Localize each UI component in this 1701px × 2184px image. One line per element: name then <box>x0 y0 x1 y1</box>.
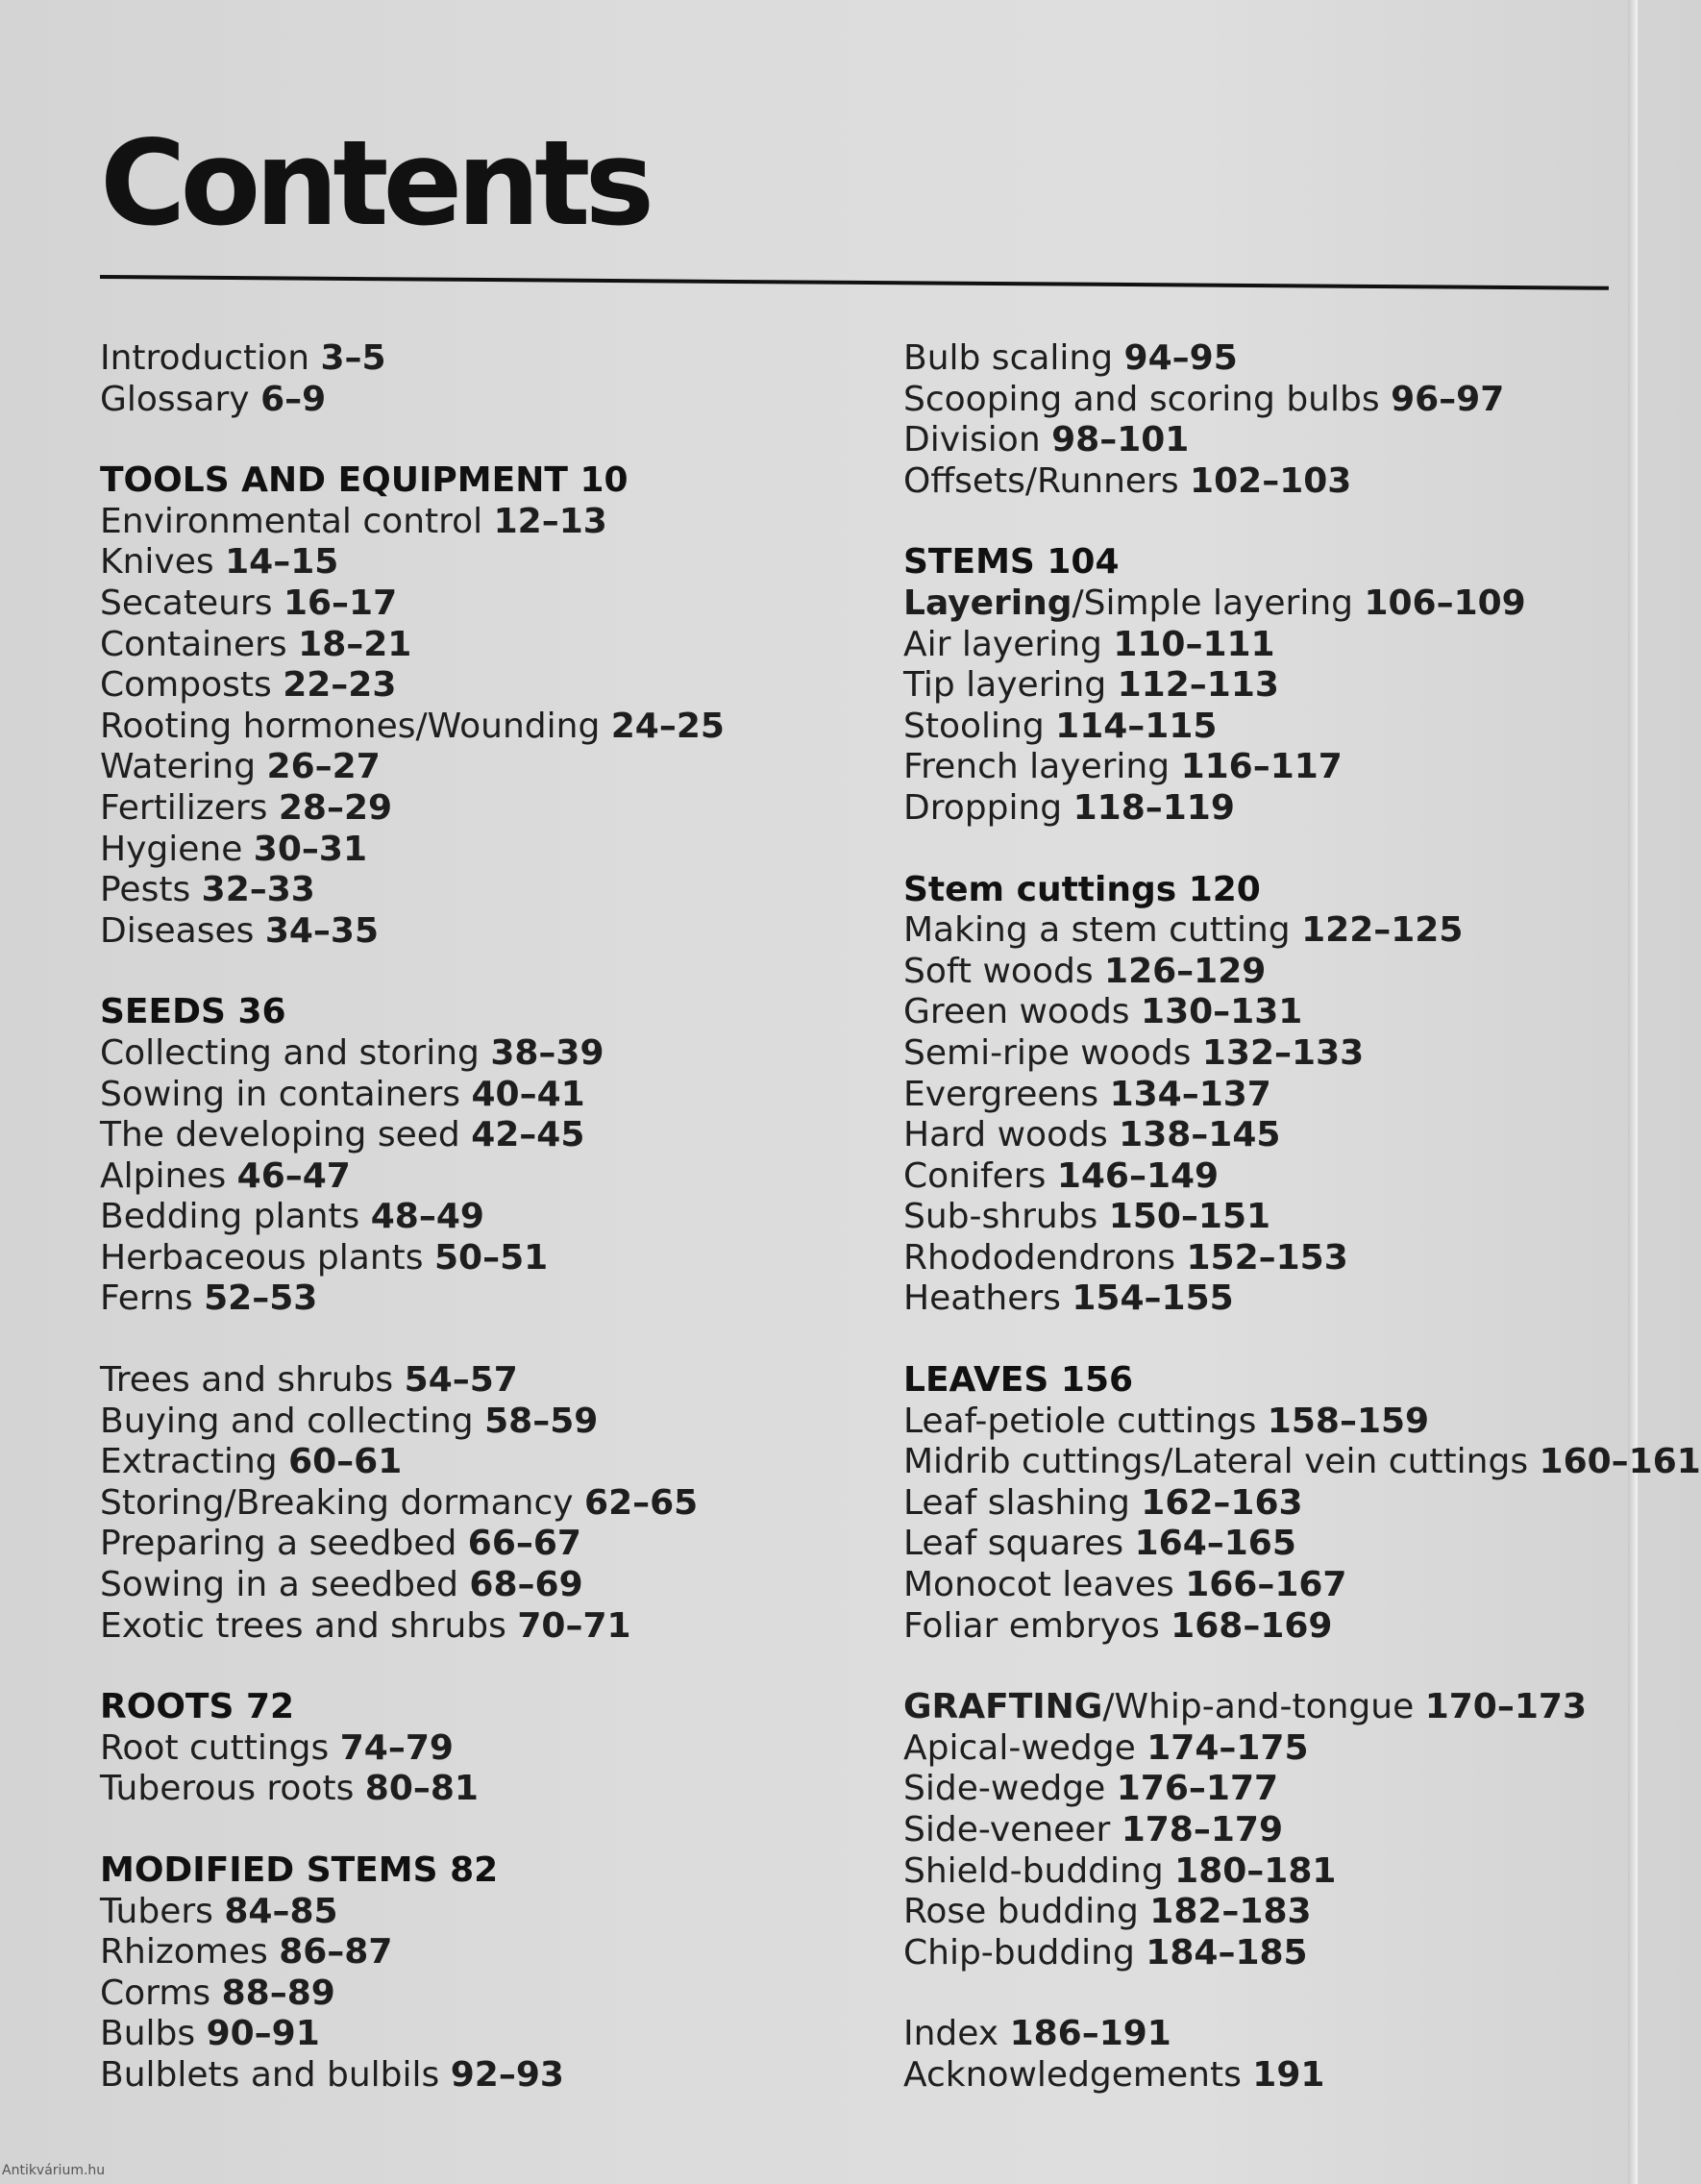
entry-label: Evergreens <box>903 1074 1099 1114</box>
entry-page-numbers: 98–101 <box>1051 420 1190 460</box>
entry-page-numbers: 104 <box>1047 542 1120 583</box>
entry-label: Green woods <box>903 992 1130 1032</box>
entry-label: Side-wedge <box>903 1769 1106 1809</box>
entry-page-numbers: 34–35 <box>264 910 380 951</box>
entry-label: Containers <box>100 624 287 664</box>
entry-label: Bulbs <box>100 2014 196 2054</box>
contents-entry <box>903 1728 1615 1770</box>
entry-label: Soft woods <box>903 951 1094 991</box>
entry-page-numbers: 114–115 <box>1055 706 1218 746</box>
section-heading <box>100 1687 850 1728</box>
entry-page-numbers: 166–167 <box>1185 1565 1347 1605</box>
contents-entry <box>903 1033 1615 1075</box>
contents-entry <box>100 1402 850 1443</box>
contents-entry <box>903 1278 1615 1320</box>
entry-page-numbers: 90–91 <box>206 2014 320 2054</box>
contents-entry <box>100 1973 850 2015</box>
contents-entry <box>903 1565 1615 1606</box>
entry-page-numbers: 48–49 <box>370 1197 484 1237</box>
entry-page-numbers: 82 <box>450 1850 499 1890</box>
contents-entry <box>100 1278 850 1320</box>
contents-entry <box>903 707 1615 748</box>
contents-entry <box>100 747 850 788</box>
contents-entry <box>903 338 1615 380</box>
entry-page-numbers: 120 <box>1188 869 1261 909</box>
contents-entry <box>903 1197 1615 1238</box>
entry-page-numbers: 36 <box>237 992 286 1032</box>
entry-page-numbers: 88–89 <box>221 1973 335 2013</box>
entry-page-numbers: 110–111 <box>1113 624 1275 664</box>
entry-label: Apical-wedge <box>903 1727 1136 1768</box>
section-heading <box>903 870 1615 911</box>
entry-page-numbers: 126–129 <box>1104 951 1267 991</box>
entry-page-numbers: 42–45 <box>471 1115 585 1155</box>
entry-label: Collecting and storing <box>100 1032 480 1073</box>
entry-label: Chip-budding <box>903 1932 1135 1973</box>
entry-page-numbers: 178–179 <box>1121 1810 1283 1849</box>
entry-label: Watering <box>100 747 257 787</box>
contents-entry <box>903 1687 1615 1728</box>
entry-label: TOOLS AND EQUIPMENT <box>100 460 568 501</box>
section-heading <box>903 542 1615 583</box>
entry-label: Scooping and scoring bulbs <box>903 379 1380 419</box>
contents-left-column <box>100 338 850 2137</box>
entry-section-label: GRAFTING <box>903 1687 1103 1727</box>
entry-page-numbers: 94–95 <box>1123 338 1238 378</box>
entry-page-numbers: 86–87 <box>279 1932 393 1973</box>
entry-page-numbers: 158–159 <box>1267 1401 1430 1441</box>
entry-label: Making a stem cutting <box>903 910 1291 951</box>
page-edge <box>1628 0 1638 2184</box>
entry-label: Offsets/Runners <box>903 460 1179 501</box>
entry-label: MODIFIED STEMS <box>100 1850 438 1890</box>
entry-label: French layering <box>903 747 1171 787</box>
entry-label: Bulblets and bulbils <box>100 2054 440 2095</box>
entry-page-numbers: 134–137 <box>1109 1074 1271 1114</box>
watermark-text: Antikvárium.hu <box>2 2163 106 2178</box>
title-rule <box>100 275 1609 290</box>
contents-entry <box>903 788 1615 830</box>
contents-entry <box>903 992 1615 1033</box>
entry-label: Leaf slashing <box>903 1482 1130 1523</box>
contents-entry <box>903 1892 1615 1933</box>
entry-page-numbers: 116–117 <box>1180 747 1343 787</box>
entry-page-numbers: 26–27 <box>266 747 381 787</box>
contents-entry <box>100 502 850 543</box>
contents-entry <box>100 1769 850 1810</box>
entry-page-numbers: 50–51 <box>433 1237 549 1278</box>
entry-page-numbers: 191 <box>1252 2054 1325 2095</box>
contents-entry <box>100 707 850 748</box>
contents-group <box>903 1687 1615 1973</box>
contents-right-column <box>903 338 1701 2137</box>
section-heading <box>100 1850 850 1892</box>
section-heading <box>100 992 850 1033</box>
entry-label: Exotic trees and shrubs <box>100 1605 506 1646</box>
entry-page-numbers: 80–81 <box>364 1769 479 1809</box>
entry-page-numbers: 164–165 <box>1134 1524 1296 1564</box>
contents-entry <box>100 1197 850 1238</box>
entry-page-numbers: 170–173 <box>1424 1687 1587 1727</box>
entry-page-numbers: 180–181 <box>1174 1850 1337 1891</box>
entry-page-numbers: 24–25 <box>610 706 725 746</box>
contents-entry <box>903 1524 1615 1565</box>
entry-page-numbers: 72 <box>245 1687 295 1727</box>
entry-page-numbers: 122–125 <box>1301 910 1464 951</box>
entry-page-numbers: 174–175 <box>1146 1727 1309 1768</box>
entry-label: Preparing a seedbed <box>100 1524 457 1564</box>
contents-group <box>100 1850 850 2097</box>
entry-label: Fertilizers <box>100 787 268 828</box>
entry-label: Sowing in a seedbed <box>100 1565 458 1605</box>
entry-label: Air layering <box>903 624 1102 664</box>
entry-label: LEAVES <box>903 1360 1049 1401</box>
entry-page-numbers: 152–153 <box>1186 1237 1348 1278</box>
entry-label: Rose budding <box>903 1892 1139 1932</box>
entry-label: Stem cuttings <box>903 869 1177 909</box>
entry-page-numbers: 74–79 <box>339 1727 454 1768</box>
entry-label: Buying and collecting <box>100 1401 474 1441</box>
entry-label: SEEDS <box>100 992 226 1032</box>
entry-label: Knives <box>100 542 214 583</box>
entry-page-numbers: 186–191 <box>1009 2014 1171 2054</box>
contents-entry <box>100 911 850 953</box>
entry-label: Glossary <box>100 379 250 419</box>
entry-section-label: Layering <box>903 583 1072 623</box>
contents-entry <box>100 1075 850 1116</box>
contents-entry <box>100 380 850 421</box>
entry-label: Leaf squares <box>903 1524 1124 1564</box>
entry-page-numbers: 156 <box>1060 1360 1134 1401</box>
entry-label: Hard woods <box>903 1115 1108 1155</box>
contents-group <box>100 1360 850 1647</box>
entry-label: Sub-shrubs <box>903 1197 1098 1237</box>
entry-label: Extracting <box>100 1442 278 1482</box>
contents-entry <box>903 1156 1615 1198</box>
entry-label: Dropping <box>903 787 1063 828</box>
contents-entry <box>903 1851 1615 1893</box>
entry-page-numbers: 102–103 <box>1190 460 1352 501</box>
contents-entry <box>903 1402 1615 1443</box>
entry-label: Secateurs <box>100 583 273 623</box>
entry-label: Stooling <box>903 706 1045 746</box>
contents-entry <box>100 1115 850 1156</box>
contents-entry <box>903 1075 1615 1116</box>
contents-entry <box>100 1033 850 1075</box>
entry-label: The developing seed <box>100 1115 460 1155</box>
entry-page-numbers: 138–145 <box>1119 1115 1281 1155</box>
entry-label: Rhododendrons <box>903 1237 1176 1278</box>
contents-entry <box>903 747 1615 788</box>
entry-page-numbers: 92–93 <box>450 2054 564 2095</box>
entry-label: Side-veneer <box>903 1810 1111 1849</box>
entry-page-numbers: 40–41 <box>471 1074 585 1114</box>
contents-entry <box>903 1810 1615 1851</box>
entry-page-numbers: 30–31 <box>253 829 367 869</box>
contents-entry <box>100 1892 850 1933</box>
contents-entry <box>903 1933 1615 1974</box>
entry-label: Introduction <box>100 338 310 378</box>
entry-label: Monocot leaves <box>903 1565 1174 1605</box>
entry-page-numbers: 3–5 <box>320 338 386 378</box>
contents-entry <box>100 1360 850 1402</box>
contents-entry <box>100 2055 850 2097</box>
entry-label: Composts <box>100 665 272 706</box>
entry-label: Heathers <box>903 1278 1061 1319</box>
contents-group <box>903 870 1615 1321</box>
entry-page-numbers: 162–163 <box>1141 1482 1303 1523</box>
contents-entry <box>903 2014 1615 2055</box>
entry-page-numbers: 12–13 <box>493 501 607 541</box>
contents-entry <box>100 788 850 830</box>
contents-entry <box>100 1524 850 1565</box>
entry-page-numbers: 160–161 <box>1539 1442 1701 1482</box>
contents-entry <box>100 870 850 911</box>
entry-label: Environmental control <box>100 501 483 541</box>
contents-entry <box>100 338 850 380</box>
contents-entry <box>903 1769 1615 1810</box>
page-title: Contents <box>100 115 650 252</box>
contents-entry <box>903 1442 1701 1483</box>
contents-entry <box>100 2014 850 2055</box>
contents-entry <box>903 625 1615 666</box>
entry-label: Root cuttings <box>100 1727 330 1768</box>
entry-page-numbers: 68–69 <box>469 1565 583 1605</box>
entry-page-numbers: 38–39 <box>490 1032 604 1073</box>
entry-label: Corms <box>100 1973 211 2013</box>
contents-entry <box>100 1156 850 1198</box>
entry-page-numbers: 66–67 <box>467 1524 581 1564</box>
contents-entry <box>100 1238 850 1279</box>
contents-entry <box>903 1483 1615 1525</box>
entry-label: Trees and shrubs <box>100 1360 394 1401</box>
entry-label: Sowing in containers <box>100 1074 461 1114</box>
entry-page-numbers: 14–15 <box>225 542 339 583</box>
entry-label: Ferns <box>100 1278 193 1319</box>
entry-label: Tuberous roots <box>100 1769 355 1809</box>
entry-page-numbers: 106–109 <box>1364 583 1526 623</box>
entry-page-numbers: 46–47 <box>236 1155 351 1196</box>
entry-label: Diseases <box>100 910 255 951</box>
entry-page-numbers: 22–23 <box>283 665 397 706</box>
contents-entry <box>100 1483 850 1525</box>
contents-entry <box>903 1238 1615 1279</box>
contents-entry <box>100 830 850 871</box>
entry-page-numbers: 16–17 <box>283 583 398 623</box>
entry-page-numbers: 130–131 <box>1141 992 1303 1032</box>
entry-page-numbers: 18–21 <box>298 624 412 664</box>
contents-group <box>903 338 1615 502</box>
entry-page-numbers: 6–9 <box>260 379 327 419</box>
entry-page-numbers: 10 <box>579 460 629 501</box>
entry-label: Herbaceous plants <box>100 1237 424 1278</box>
entry-page-numbers: 150–151 <box>1108 1197 1271 1237</box>
entry-page-numbers: 54–57 <box>404 1360 518 1401</box>
entry-page-numbers: 84–85 <box>224 1891 338 1931</box>
entry-label: Bulb scaling <box>903 338 1114 378</box>
entry-page-numbers: 70–71 <box>517 1605 631 1646</box>
entry-label: Rhizomes <box>100 1932 268 1973</box>
entry-page-numbers: 60–61 <box>288 1442 403 1482</box>
entry-page-numbers: 58–59 <box>484 1401 599 1441</box>
entry-label: Leaf-petiole cuttings <box>903 1401 1257 1441</box>
entry-label: /Whip-and-tongue <box>1102 1687 1415 1727</box>
entry-label: Bedding plants <box>100 1197 360 1237</box>
contents-group <box>903 2014 1615 2096</box>
contents-entry <box>100 583 850 625</box>
contents-entry <box>903 461 1615 503</box>
entry-page-numbers: 96–97 <box>1391 379 1505 419</box>
entry-label: Division <box>903 420 1041 460</box>
entry-label: ROOTS <box>100 1687 234 1727</box>
contents-entry <box>903 910 1615 952</box>
entry-page-numbers: 184–185 <box>1146 1932 1308 1973</box>
contents-group <box>100 460 850 952</box>
contents-entry <box>903 952 1615 993</box>
contents-group <box>100 1687 850 1810</box>
entry-page-numbers: 154–155 <box>1072 1278 1234 1319</box>
contents-entry <box>903 2055 1615 2097</box>
contents-entry <box>100 1442 850 1483</box>
contents-entry <box>903 380 1615 421</box>
contents-group <box>100 992 850 1320</box>
entry-label: Index <box>903 2014 999 2054</box>
entry-page-numbers: 168–169 <box>1171 1605 1333 1646</box>
entry-label: Pests <box>100 870 191 910</box>
entry-page-numbers: 176–177 <box>1116 1769 1279 1809</box>
contents-entry <box>100 1932 850 1973</box>
entry-page-numbers: 112–113 <box>1117 665 1279 706</box>
entry-label: Tip layering <box>903 665 1107 706</box>
contents-entry <box>100 665 850 707</box>
entry-label: STEMS <box>903 542 1035 583</box>
contents-group <box>903 1360 1701 1647</box>
entry-label: Shield-budding <box>903 1850 1164 1891</box>
contents-group <box>903 542 1615 829</box>
entry-page-numbers: 62–65 <box>584 1482 699 1523</box>
entry-label: Foliar embryos <box>903 1605 1160 1646</box>
section-heading <box>903 1360 1615 1402</box>
entry-label: Alpines <box>100 1155 227 1196</box>
entry-label: /Simple layering <box>1072 583 1353 623</box>
contents-entry <box>100 542 850 583</box>
entry-page-numbers: 132–133 <box>1201 1032 1365 1073</box>
contents-entry <box>100 1606 850 1648</box>
contents-entry <box>903 420 1615 461</box>
contents-entry <box>100 1565 850 1606</box>
entry-label: Rooting hormones/Wounding <box>100 706 601 746</box>
entry-label: Semi-ripe woods <box>903 1032 1192 1073</box>
entry-page-numbers: 182–183 <box>1149 1892 1312 1932</box>
entry-page-numbers: 52–53 <box>204 1278 318 1319</box>
entry-label: Midrib cuttings/Lateral vein cuttings <box>903 1442 1529 1482</box>
contents-entry <box>100 625 850 666</box>
entry-label: Storing/Breaking dormancy <box>100 1482 574 1523</box>
contents-entry <box>903 665 1615 707</box>
entry-label: Acknowledgements <box>903 2054 1242 2095</box>
entry-page-numbers: 146–149 <box>1056 1155 1220 1196</box>
entry-label: Conifers <box>903 1155 1047 1196</box>
entry-page-numbers: 32–33 <box>201 870 315 910</box>
contents-entry <box>100 1728 850 1770</box>
section-heading <box>100 460 850 502</box>
entry-label: Tubers <box>100 1891 213 1931</box>
contents-entry <box>903 1606 1615 1648</box>
contents-entry <box>903 1115 1615 1156</box>
contents-entry <box>903 583 1615 625</box>
entry-page-numbers: 28–29 <box>278 787 393 828</box>
entry-label: Hygiene <box>100 829 243 869</box>
entry-page-numbers: 118–119 <box>1072 787 1235 828</box>
contents-group <box>100 338 850 420</box>
